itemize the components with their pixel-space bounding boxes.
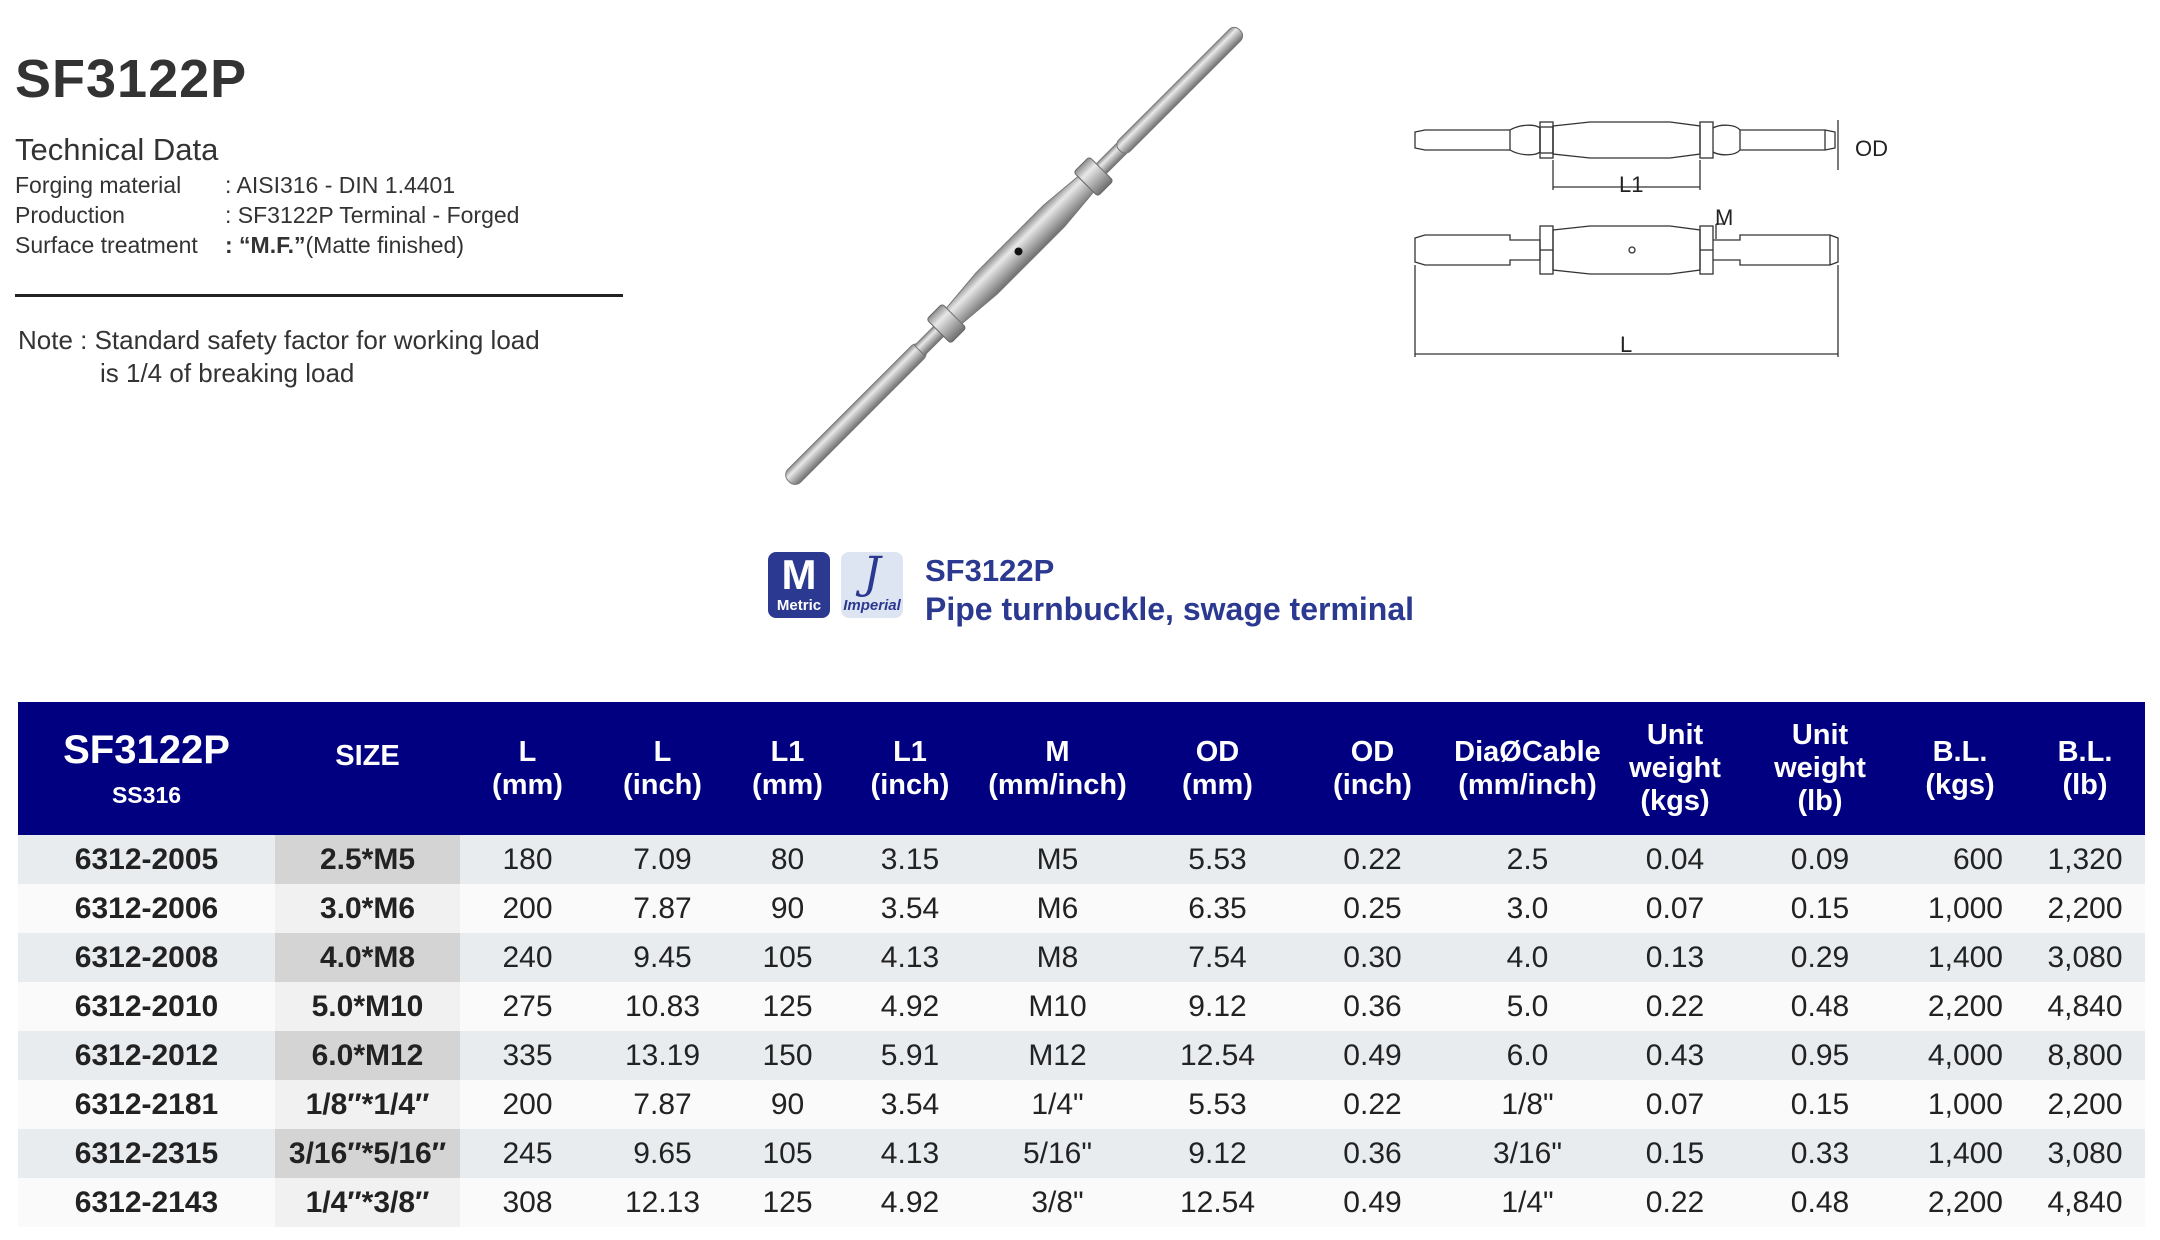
cell-weight-kgs: 0.07 (1605, 1080, 1745, 1129)
cell-l1-inch: 4.92 (845, 982, 975, 1031)
cell-m: M12 (975, 1031, 1140, 1080)
cell-weight-kgs: 0.43 (1605, 1031, 1745, 1080)
cell-bl-kgs: 2,200 (1895, 1178, 2025, 1227)
cell-cable-dia: 4.0 (1450, 933, 1605, 982)
spec-value: : SF3122P Terminal - Forged (225, 202, 520, 228)
cell-bl-kgs: 1,400 (1895, 933, 2025, 982)
cell-l-mm: 200 (460, 1080, 595, 1129)
col-header-od-inch: OD (inch) (1295, 702, 1450, 835)
cell-l1-inch: 4.92 (845, 1178, 975, 1227)
cell-cable-dia: 6.0 (1450, 1031, 1605, 1080)
cell-od-mm: 12.54 (1140, 1031, 1295, 1080)
cell-size: 3/16″*5/16″ (275, 1129, 460, 1178)
cell-bl-kgs: 4,000 (1895, 1031, 2025, 1080)
cell-weight-kgs: 0.22 (1605, 982, 1745, 1031)
cell-m: 3/8" (975, 1178, 1140, 1227)
cell-l1-mm: 105 (730, 1129, 845, 1178)
col-header-l1-inch: L1 (inch) (845, 702, 975, 835)
col-header-cable-dia: DiaØCable (mm/inch) (1450, 702, 1605, 835)
product-title: SF3122P (15, 49, 248, 109)
cell-od-mm: 6.35 (1140, 884, 1295, 933)
cell-l-mm: 180 (460, 835, 595, 884)
label-od: OD (1855, 136, 1888, 161)
cell-bl-lb: 8,800 (2025, 1031, 2145, 1080)
cell-weight-lb: 0.95 (1745, 1031, 1895, 1080)
cell-l1-mm: 150 (730, 1031, 845, 1080)
cell-bl-lb: 2,200 (2025, 884, 2145, 933)
cell-od-inch: 0.36 (1295, 982, 1450, 1031)
cell-cable-dia: 1/8" (1450, 1080, 1605, 1129)
imperial-badge (841, 548, 903, 618)
spec-value-bold: : “M.F.” (225, 232, 306, 258)
cell-bl-lb: 3,080 (2025, 933, 2145, 982)
cell-l1-mm: 80 (730, 835, 845, 884)
cell-size: 3.0*M6 (275, 884, 460, 933)
imperial-badge-label: Imperial (843, 597, 901, 614)
cell-weight-lb: 0.09 (1745, 835, 1895, 884)
cell-l1-inch: 3.54 (845, 884, 975, 933)
cell-model: 6312-2012 (18, 1031, 275, 1080)
cell-m: 1/4" (975, 1080, 1140, 1129)
cell-weight-lb: 0.48 (1745, 1178, 1895, 1227)
cell-od-mm: 12.54 (1140, 1178, 1295, 1227)
table-row (18, 1129, 2145, 1178)
cell-bl-lb: 4,840 (2025, 1178, 2145, 1227)
col-header-model: SF3122P SS316 (18, 702, 275, 835)
col-header-size: SIZE (275, 702, 460, 835)
cell-od-mm: 5.53 (1140, 1080, 1295, 1129)
cell-size: 2.5*M5 (275, 835, 460, 884)
note-line-1: Note : Standard safety factor for working load (18, 325, 540, 355)
cell-l1-inch: 3.15 (845, 835, 975, 884)
note-line-2: is 1/4 of breaking load (100, 358, 355, 388)
col-header-l-mm: L (mm) (460, 702, 595, 835)
cell-l-inch: 9.65 (595, 1129, 730, 1178)
cell-weight-lb: 0.29 (1745, 933, 1895, 982)
col-header-weight-kgs: Unit weight (kgs) (1605, 702, 1745, 835)
cell-cable-dia: 3.0 (1450, 884, 1605, 933)
col-header-od-mm: OD (mm) (1140, 702, 1295, 835)
cell-size: 4.0*M8 (275, 933, 460, 982)
spec-label: Surface treatment (15, 232, 198, 258)
cell-l-mm: 240 (460, 933, 595, 982)
cell-od-mm: 9.12 (1140, 982, 1295, 1031)
product-code: SF3122P (925, 553, 1055, 588)
cell-bl-lb: 3,080 (2025, 1129, 2145, 1178)
cell-bl-lb: 2,200 (2025, 1080, 2145, 1129)
cell-cable-dia: 1/4" (1450, 1178, 1605, 1227)
cell-od-inch: 0.22 (1295, 835, 1450, 884)
cell-bl-kgs: 1,000 (1895, 1080, 2025, 1129)
col-header-m: M (mm/inch) (975, 702, 1140, 835)
metric-badge-label: Metric (776, 597, 822, 614)
cell-l-inch: 7.09 (595, 835, 730, 884)
cell-weight-kgs: 0.07 (1605, 884, 1745, 933)
cell-l1-inch: 4.13 (845, 933, 975, 982)
cell-l-inch: 9.45 (595, 933, 730, 982)
cell-l-mm: 335 (460, 1031, 595, 1080)
cell-bl-lb: 4,840 (2025, 982, 2145, 1031)
cell-l-inch: 12.13 (595, 1178, 730, 1227)
cell-cable-dia: 2.5 (1450, 835, 1605, 884)
col-header-l-inch: L (inch) (595, 702, 730, 835)
col-header-l1-mm: L1 (mm) (730, 702, 845, 835)
cell-l1-inch: 3.54 (845, 1080, 975, 1129)
cell-weight-kgs: 0.04 (1605, 835, 1745, 884)
metric-badge (768, 552, 830, 618)
cell-model: 6312-2005 (18, 835, 275, 884)
table-header-row (18, 702, 2145, 835)
cell-l-mm: 245 (460, 1129, 595, 1178)
cell-bl-kgs: 600 (1895, 835, 2025, 884)
cell-l-inch: 10.83 (595, 982, 730, 1031)
cell-model: 6312-2006 (18, 884, 275, 933)
cell-l1-inch: 5.91 (845, 1031, 975, 1080)
table-row (18, 1178, 2145, 1227)
cell-od-inch: 0.30 (1295, 933, 1450, 982)
cell-od-inch: 0.49 (1295, 1178, 1450, 1227)
cell-model: 6312-2008 (18, 933, 275, 982)
spec-table (18, 702, 2145, 1227)
label-l1: L1 (1619, 172, 1644, 197)
table-row (18, 1080, 2145, 1129)
cell-m: M5 (975, 835, 1140, 884)
cell-weight-lb: 0.15 (1745, 884, 1895, 933)
cell-weight-kgs: 0.22 (1605, 1178, 1745, 1227)
cell-bl-kgs: 1,400 (1895, 1129, 2025, 1178)
cell-l1-mm: 105 (730, 933, 845, 982)
metric-badge-letter: M (781, 551, 817, 598)
cell-l-inch: 7.87 (595, 1080, 730, 1129)
cell-size: 5.0*M10 (275, 982, 460, 1031)
cell-l1-mm: 125 (730, 982, 845, 1031)
cell-size: 6.0*M12 (275, 1031, 460, 1080)
cell-m: M8 (975, 933, 1140, 982)
cell-size: 1/8″*1/4″ (275, 1080, 460, 1129)
cell-od-inch: 0.25 (1295, 884, 1450, 933)
spec-surface-treatment (15, 234, 464, 257)
col-header-weight-lb: Unit weight (lb) (1745, 702, 1895, 835)
cell-l1-mm: 90 (730, 1080, 845, 1129)
cell-m: M10 (975, 982, 1140, 1031)
spec-forging-material (15, 174, 455, 197)
cell-l-inch: 7.87 (595, 884, 730, 933)
label-m: M (1715, 205, 1734, 230)
col-header-bl-lb: B.L. (lb) (2025, 702, 2145, 835)
cell-model: 6312-2010 (18, 982, 275, 1031)
cell-od-mm: 5.53 (1140, 835, 1295, 884)
cell-od-mm: 9.12 (1140, 1129, 1295, 1178)
table-row (18, 835, 2145, 884)
imperial-badge-letter: J (863, 548, 881, 599)
cell-bl-kgs: 2,200 (1895, 982, 2025, 1031)
cell-model: 6312-2143 (18, 1178, 275, 1227)
cell-size: 1/4″*3/8″ (275, 1178, 460, 1227)
col-header-bl-kgs: B.L. (kgs) (1895, 702, 2025, 835)
cell-l1-inch: 4.13 (845, 1129, 975, 1178)
table-row (18, 982, 2145, 1031)
product-description: Pipe turnbuckle, swage terminal (925, 591, 1415, 627)
cell-l-mm: 308 (460, 1178, 595, 1227)
product-photo (715, 20, 1315, 490)
cell-l-inch: 13.19 (595, 1031, 730, 1080)
spec-production (15, 204, 519, 227)
cell-cable-dia: 5.0 (1450, 982, 1605, 1031)
spec-value: : AISI316 - DIN 1.4401 (225, 172, 456, 198)
technical-data-heading: Technical Data (15, 132, 219, 167)
spec-label: Forging material (15, 172, 182, 198)
table-row (18, 884, 2145, 933)
cell-m: 5/16" (975, 1129, 1140, 1178)
section-divider (15, 294, 623, 297)
spec-label: Production (15, 202, 125, 228)
table-row (18, 1031, 2145, 1080)
cell-l-mm: 200 (460, 884, 595, 933)
cell-weight-kgs: 0.13 (1605, 933, 1745, 982)
cell-od-mm: 7.54 (1140, 933, 1295, 982)
cell-weight-kgs: 0.15 (1605, 1129, 1745, 1178)
cell-od-inch: 0.22 (1295, 1080, 1450, 1129)
cell-l1-mm: 125 (730, 1178, 845, 1227)
cell-od-inch: 0.36 (1295, 1129, 1450, 1178)
cell-weight-lb: 0.33 (1745, 1129, 1895, 1178)
cell-od-inch: 0.49 (1295, 1031, 1450, 1080)
technical-drawing (1410, 120, 2090, 370)
cell-model: 6312-2315 (18, 1129, 275, 1178)
cell-weight-lb: 0.48 (1745, 982, 1895, 1031)
cell-model: 6312-2181 (18, 1080, 275, 1129)
table-row (18, 933, 2145, 982)
label-l: L (1620, 332, 1633, 357)
cell-l-mm: 275 (460, 982, 595, 1031)
spec-value: (Matte finished) (305, 232, 465, 258)
cell-cable-dia: 3/16" (1450, 1129, 1605, 1178)
cell-bl-kgs: 1,000 (1895, 884, 2025, 933)
cell-weight-lb: 0.15 (1745, 1080, 1895, 1129)
cell-m: M6 (975, 884, 1140, 933)
cell-bl-lb: 1,320 (2025, 835, 2145, 884)
cell-l1-mm: 90 (730, 884, 845, 933)
